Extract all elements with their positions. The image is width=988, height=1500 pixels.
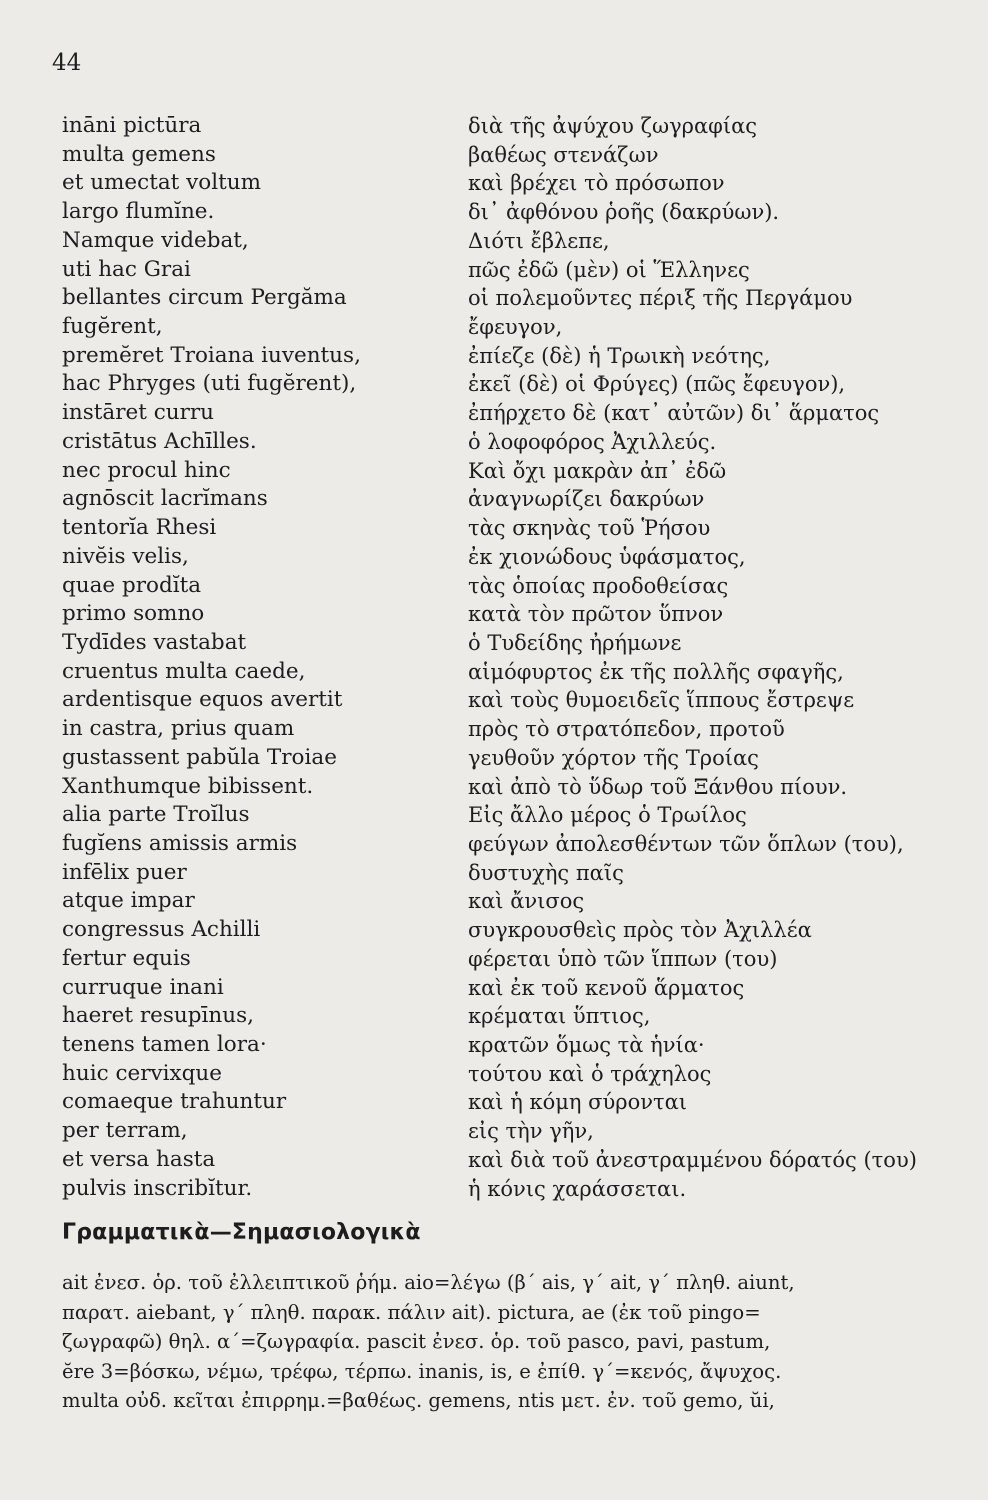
greek-line: κατὰ τὸν πρῶτον ὕπνον bbox=[468, 602, 724, 627]
latin-line: curruque inani bbox=[62, 974, 224, 1000]
grammar-notes bbox=[62, 1268, 967, 1416]
greek-line: Διότι ἔβλεπε, bbox=[468, 228, 610, 253]
greek-line: φέρεται ὑπὸ τῶν ἵππων (του) bbox=[468, 946, 778, 971]
verse-row bbox=[62, 916, 962, 945]
latin-line: largo flumĭne. bbox=[62, 199, 215, 225]
greek-line: καὶ ἀπὸ τὸ ὕδωρ τοῦ Ξάνθου πίουν. bbox=[468, 774, 848, 799]
latin-line: atque impar bbox=[62, 888, 195, 914]
greek-line: οἱ πολεμοῦντες πέριξ τῆς Περγάμου bbox=[468, 286, 853, 311]
latin-line: comaeque trahuntur bbox=[62, 1089, 287, 1115]
greek-line: πῶς ἐδῶ (μὲν) οἱ Ἕλληνες bbox=[468, 257, 750, 282]
greek-line: αἱμόφυρτος ἐκ τῆς πολλῆς σφαγῆς, bbox=[468, 659, 844, 684]
latin-line: primo somno bbox=[62, 601, 205, 627]
greek-line: ἀναγνωρίζει δακρύων bbox=[468, 487, 705, 512]
greek-line: ἡ κόνις χαράσσεται. bbox=[468, 1176, 687, 1201]
verse-row bbox=[62, 141, 962, 170]
greek-line: ἐπίεζε (δὲ) ἡ Τρωικὴ νεότης, bbox=[468, 343, 771, 368]
verse-row bbox=[62, 399, 962, 428]
verse-row bbox=[62, 1031, 962, 1060]
greek-line: καὶ διὰ τοῦ ἀνεστραμμένου δόρατός (του) bbox=[468, 1147, 917, 1172]
greek-line: τὰς σκηνὰς τοῦ Ῥήσου bbox=[468, 516, 711, 541]
greek-line: συγκρουσθεὶς πρὸς τὸν Ἀχιλλέα bbox=[468, 918, 812, 943]
latin-line: instāret curru bbox=[62, 400, 214, 426]
verse-row bbox=[62, 284, 962, 313]
verse-row bbox=[62, 112, 962, 141]
verse-row bbox=[62, 773, 962, 802]
latin-line: per terram, bbox=[62, 1118, 188, 1144]
greek-line: πρὸς τὸ στρατόπεδον, προτοῦ bbox=[468, 717, 785, 742]
note-line: παρατ. aiebant, γ΄ πληθ. παρακ. πάλιν ait). pictura, ae (ἐκ τοῦ pingo= bbox=[62, 1300, 761, 1324]
greek-line: κρατῶν ὅμως τὰ ἡνία· bbox=[468, 1033, 705, 1057]
latin-line: fugĕrent, bbox=[62, 314, 163, 340]
verse-row bbox=[62, 198, 962, 227]
latin-line: fertur equis bbox=[62, 945, 191, 971]
section-heading: Γραμματικὰ—Σημασιολογικὰ bbox=[62, 1220, 421, 1245]
latin-line: Namque videbat, bbox=[62, 227, 249, 253]
latin-line: multa gemens bbox=[62, 141, 216, 167]
greek-line: γευθοῦν χόρτον τῆς Τροίας bbox=[468, 745, 759, 770]
page-number: 44 bbox=[52, 50, 82, 76]
verse-row bbox=[62, 256, 962, 285]
verse-row bbox=[62, 801, 962, 830]
latin-line: et umectat voltum bbox=[62, 170, 261, 196]
latin-line: ardentisque equos avertit bbox=[62, 687, 343, 713]
greek-line: καὶ ἐκ τοῦ κενοῦ ἅρματος bbox=[468, 975, 745, 1000]
verse-row bbox=[62, 629, 962, 658]
latin-line: Xanthumque bibissent. bbox=[62, 773, 314, 799]
latin-line: cruentus multa caede, bbox=[62, 658, 306, 684]
verse-row bbox=[62, 342, 962, 371]
verse-row bbox=[62, 227, 962, 256]
note-line: ait ἐνεσ. ὁρ. τοῦ ἐλλειπτικοῦ ῥήμ. aio=λέγω (β΄ ais, γ΄ ait, γ΄ πληθ. aiunt, bbox=[62, 1271, 795, 1294]
verse-row bbox=[62, 744, 962, 773]
greek-line: ἐκ χιονώδους ὑφάσματος, bbox=[468, 544, 746, 569]
verse-row bbox=[62, 428, 962, 457]
verse-row bbox=[62, 945, 962, 974]
latin-line: in castra, prius quam bbox=[62, 716, 295, 742]
greek-line: ἐκεῖ (δὲ) οἱ Φρύγες) (πῶς ἔφευγον), bbox=[468, 372, 846, 397]
greek-line: εἰς τὴν γῆν, bbox=[468, 1119, 594, 1144]
verse-row bbox=[62, 686, 962, 715]
verse-row bbox=[62, 887, 962, 916]
greek-line: ἔφευγον, bbox=[468, 315, 563, 340]
latin-line: fugĭens amissis armis bbox=[62, 830, 298, 856]
parallel-translation bbox=[62, 112, 962, 1203]
greek-line: καὶ βρέχει τὸ πρόσωπον bbox=[468, 171, 725, 196]
verse-row bbox=[62, 600, 962, 629]
verse-row bbox=[62, 830, 962, 859]
latin-line: Tydīdes vastabat bbox=[62, 629, 247, 655]
latin-line: alia parte Troĭlus bbox=[62, 802, 250, 828]
greek-line: Καὶ ὄχι μακρὰν ἀπ᾽ ἐδῶ bbox=[468, 458, 727, 483]
verse-row bbox=[62, 1146, 962, 1175]
latin-line: agnōscit lacrĭmans bbox=[62, 486, 268, 512]
verse-row bbox=[62, 715, 962, 744]
verse-row bbox=[62, 313, 962, 342]
verse-row bbox=[62, 658, 962, 687]
greek-line: φεύγων ἀπολεσθέντων τῶν ὅπλων (του), bbox=[468, 831, 904, 856]
latin-line: premĕret Troiana iuventus, bbox=[62, 342, 361, 368]
verse-row bbox=[62, 485, 962, 514]
greek-line: δυστυχὴς παῖς bbox=[468, 860, 624, 885]
verse-row bbox=[62, 859, 962, 888]
greek-line: βαθέως στενάζων bbox=[468, 142, 659, 167]
greek-line: δι᾽ ἀφθόνου ῥοῆς (δακρύων). bbox=[468, 200, 780, 225]
greek-line: τὰς ὁποίας προδοθείσας bbox=[468, 573, 729, 598]
greek-line: κρέμαται ὕπτιος, bbox=[468, 1004, 651, 1029]
latin-line: et versa hasta bbox=[62, 1146, 216, 1172]
latin-line: infēlix puer bbox=[62, 859, 187, 885]
latin-line: pulvis inscribĭtur. bbox=[62, 1175, 253, 1201]
greek-line: καὶ τοὺς θυμοειδεῖς ἵππους ἔστρεψε bbox=[468, 688, 855, 713]
greek-line: τούτου καὶ ὁ τράχηλος bbox=[468, 1061, 712, 1086]
greek-line: ὁ λοφοφόρος Ἀχιλλεύς. bbox=[468, 429, 717, 454]
verse-row bbox=[62, 543, 962, 572]
greek-line: καὶ ἄνισος bbox=[468, 889, 585, 914]
latin-line: haeret resupīnus, bbox=[62, 1003, 254, 1029]
verse-row bbox=[62, 974, 962, 1003]
latin-line: uti hac Grai bbox=[62, 256, 191, 282]
latin-line: cristātus Achīlles. bbox=[62, 428, 257, 454]
verse-row bbox=[62, 1060, 962, 1089]
latin-line: huic cervixque bbox=[62, 1060, 222, 1086]
greek-line: διὰ τῆς ἀψύχου ζωγραφίας bbox=[468, 114, 758, 138]
latin-line: tentorĭa Rhesi bbox=[62, 515, 217, 541]
verse-row bbox=[62, 572, 962, 601]
greek-line: Εἰς ἄλλο μέρος ὁ Τρωίλος bbox=[468, 803, 747, 828]
verse-row bbox=[62, 1175, 962, 1204]
latin-line: nec procul hinc bbox=[62, 457, 231, 483]
latin-line: bellantes circum Pergăma bbox=[62, 285, 347, 311]
latin-line: hac Phryges (uti fugĕrent), bbox=[62, 371, 357, 397]
verse-row bbox=[62, 1117, 962, 1146]
verse-row bbox=[62, 457, 962, 486]
verse-row bbox=[62, 514, 962, 543]
latin-line: nivĕis velis, bbox=[62, 543, 189, 569]
latin-line: quae prodĭta bbox=[62, 572, 202, 598]
latin-line: ināni pictūra bbox=[62, 113, 202, 138]
greek-line: ἐπήρχετο δὲ (κατ᾽ αὐτῶν) δι᾽ ἅρματος bbox=[468, 401, 880, 426]
verse-row bbox=[62, 1088, 962, 1117]
verse-row bbox=[62, 1002, 962, 1031]
latin-line: tenens tamen lora· bbox=[62, 1032, 267, 1057]
latin-line: gustassent pabŭla Troiae bbox=[62, 744, 337, 770]
greek-line: καὶ ἡ κόμη σύρονται bbox=[468, 1090, 688, 1115]
note-line: multa οὐδ. κεῖται ἐπιρρημ.=βαθέως. gemens, ntis μετ. ἐν. τοῦ gemo, ŭi, bbox=[62, 1389, 775, 1412]
note-line: ĕre 3=βόσκω, νέμω, τρέφω, τέρπω. inanis, is, e ἐπίθ. γ΄=κενός, ἄψυχος. bbox=[62, 1359, 782, 1383]
verse-row bbox=[62, 169, 962, 198]
latin-line: congressus Achilli bbox=[62, 917, 261, 943]
greek-line: ὁ Τυδείδης ἠρήμωνε bbox=[468, 630, 682, 655]
note-line: ζωγραφῶ) θηλ. α΄=ζωγραφία. pascit ἐνεσ. ὁρ. τοῦ pasco, pavi, pastum, bbox=[62, 1330, 771, 1353]
verse-row bbox=[62, 370, 962, 399]
